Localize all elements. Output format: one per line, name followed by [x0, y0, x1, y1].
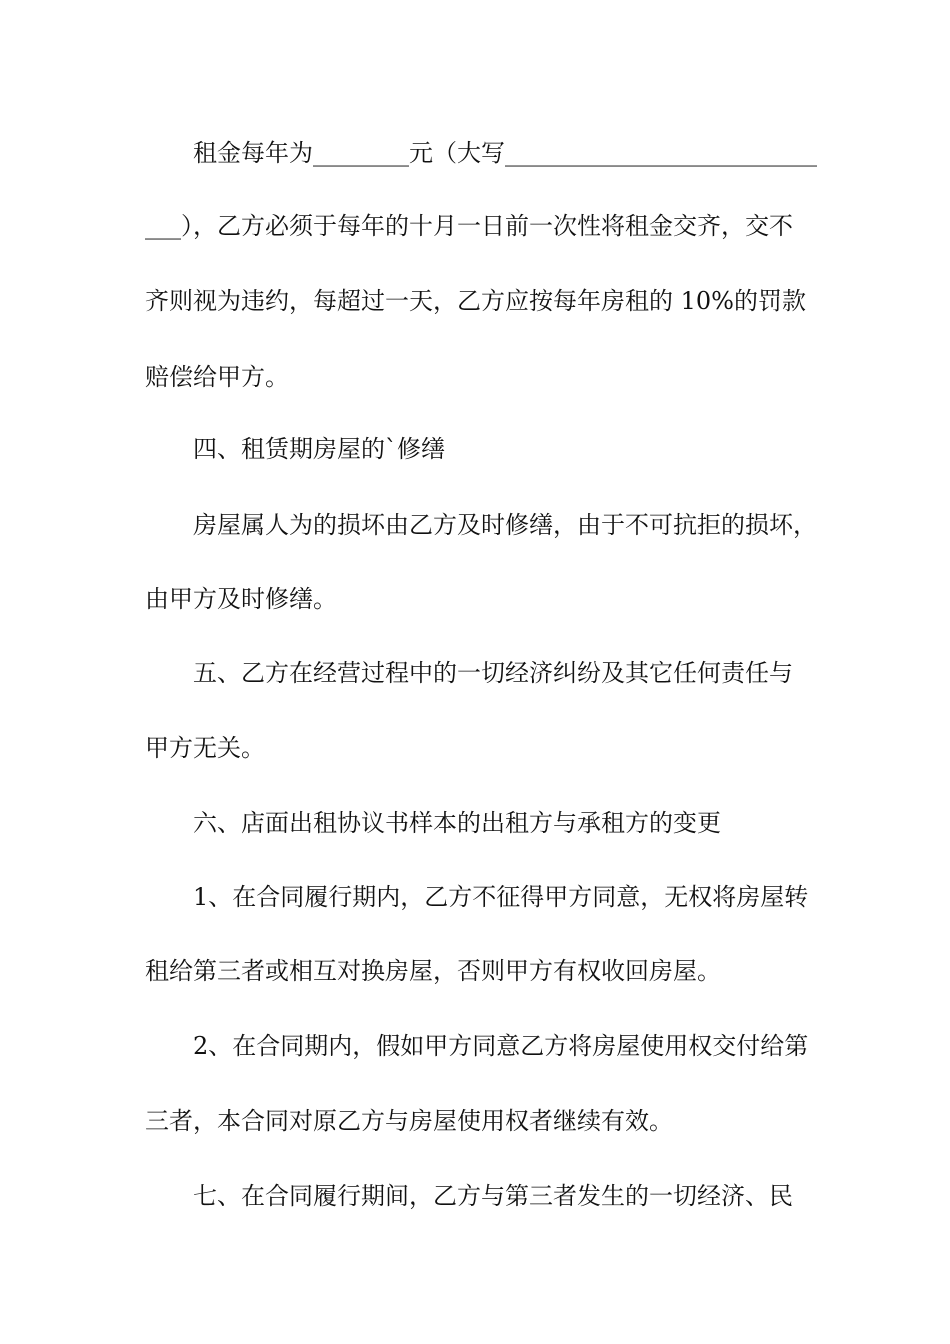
text-line-4: 赔偿给甲方。 [145, 363, 289, 391]
text-line-7: 由甲方及时修缮。 [145, 585, 337, 613]
section-heading-4: 四、租赁期房屋的`修缮 [193, 435, 445, 463]
text-line-1: 租金每年为________元（大写__________________________ [193, 139, 817, 167]
text-line-2: ___），乙方必须于每年的十月一日前一次性将租金交齐，交不 [145, 212, 793, 240]
section-heading-7: 七、在合同履行期间，乙方与第三者发生的一切经济、民 [193, 1182, 793, 1210]
section-heading-6: 六、店面出租协议书样本的出租方与承租方的变更 [193, 809, 721, 837]
text-line-6: 房屋属人为的损坏由乙方及时修缮，由于不可抗拒的损坏， [193, 511, 817, 539]
clause-2-line-2: 三者，本合同对原乙方与房屋使用权者继续有效。 [145, 1107, 673, 1135]
clause-1-line-2: 租给第三者或相互对换房屋，否则甲方有权收回房屋。 [145, 957, 721, 985]
clause-1-line-1: 1、在合同履行期内，乙方不征得甲方同意，无权将房屋转 [193, 883, 809, 911]
clause-2-line-1: 2、在合同期内，假如甲方同意乙方将房屋使用权交付给第 [193, 1032, 809, 1060]
section-heading-5: 五、乙方在经营过程中的一切经济纠纷及其它任何责任与 [193, 659, 793, 687]
text-line-9: 甲方无关。 [145, 734, 265, 762]
text-line-3: 齐则视为违约，每超过一天，乙方应按每年房租的 10%的罚款 [145, 287, 806, 315]
